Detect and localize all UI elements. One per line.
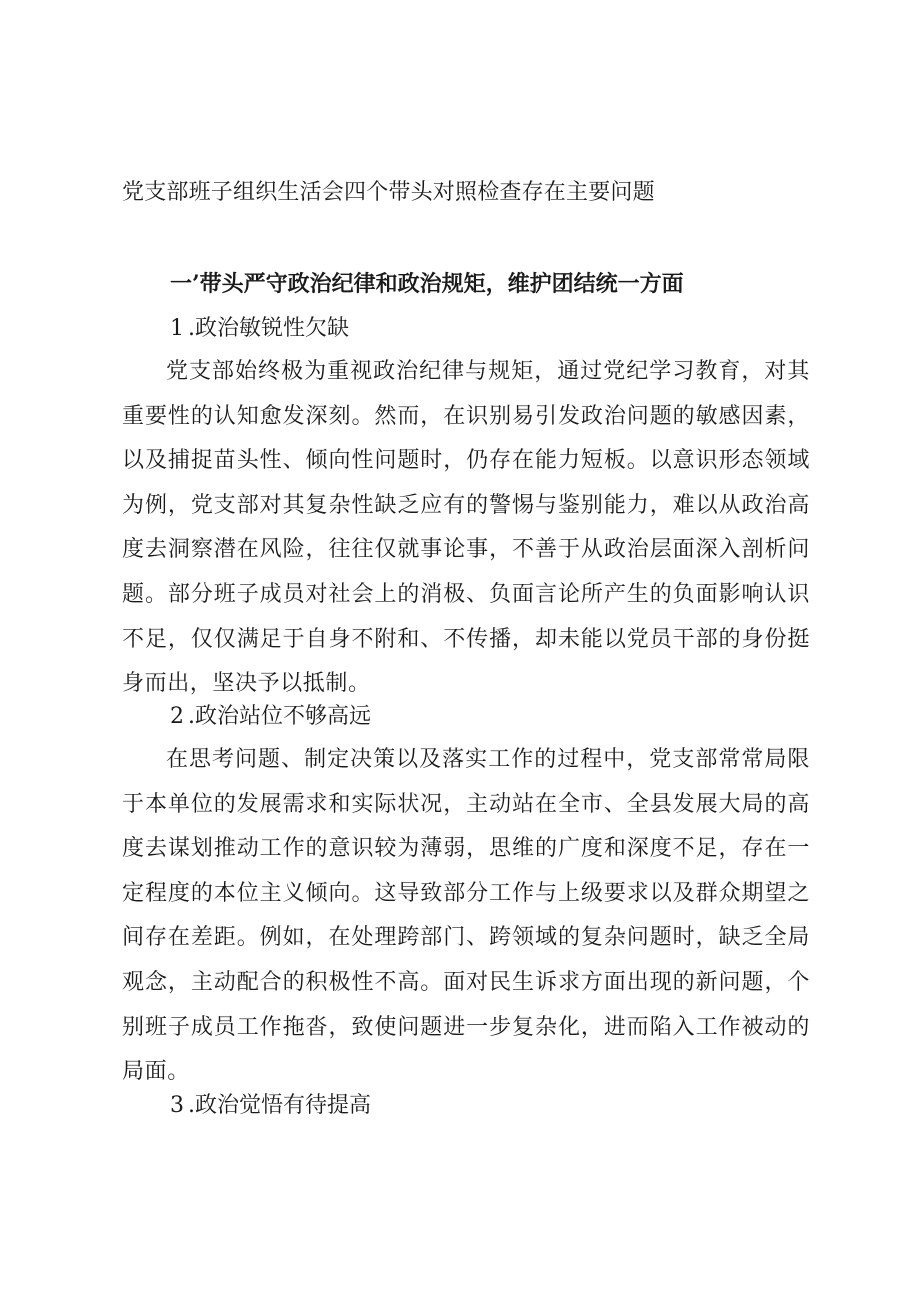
section-heading: 一’带头严守政治纪律和政治规矩，维护团结统一方面 xyxy=(170,271,684,297)
subsection-1-heading xyxy=(170,312,349,346)
document-title: 党支部班子组织生活会四个带头对照检查存在主要问题 xyxy=(122,180,655,205)
subsection-3-title: .政治觉悟有待提高 xyxy=(188,1093,371,1118)
subsection-1-title: .政治敏锐性欠缺 xyxy=(188,316,349,341)
subsection-2-number: 2 xyxy=(170,704,184,729)
subsection-2-title: .政治站位不够高远 xyxy=(188,704,371,729)
subsection-1-number: 1 xyxy=(170,316,184,341)
subsection-2-paragraph: 在思考问题、制定决策以及落实工作的过程中，党支部常常局限于本单位的发展需求和实际状况，主动站在全市、全县发展大局的高度去谋划推动工作的意识较为薄弱，思维的广度和深度不足，存在一定程度的本位主义倾向。这导致部分工作与上级要求以及群众期望之间存在差距。例如，在处理跨部门、跨领域的复杂问题时，缺乏全局观念，主动配合的积极性不高。面对民生诉求方面出现的新问题，个别班子成员工作拖沓，致使问题进一步复杂化，进而陷入工作被动的局面。 xyxy=(122,747,810,1085)
subsection-3-number: 3 xyxy=(170,1093,184,1118)
subsection-3-heading xyxy=(170,1089,371,1123)
subsection-1-paragraph: 党支部始终极为重视政治纪律与规矩，通过党纪学习教育，对其重要性的认知愈发深刻。然而，在识别易引发政治问题的敏感因素，以及捕捉苗头性、倾向性问题时，仍存在能力短板。以意识形态领域为例，党支部对其复杂性缺乏应有的警惕与鉴别能力，难以从政治高度去洞察潜在风险，往往仅就事论事，不善于从政治层面深入剖析问题。部分班子成员对社会上的消极、负面言论所产生的负面影响认识不足，仅仅满足于自身不附和、不传播，却未能以党员干部的身份挺身而出，坚决予以抵制。 xyxy=(122,359,810,697)
subsection-2-heading xyxy=(170,700,371,734)
